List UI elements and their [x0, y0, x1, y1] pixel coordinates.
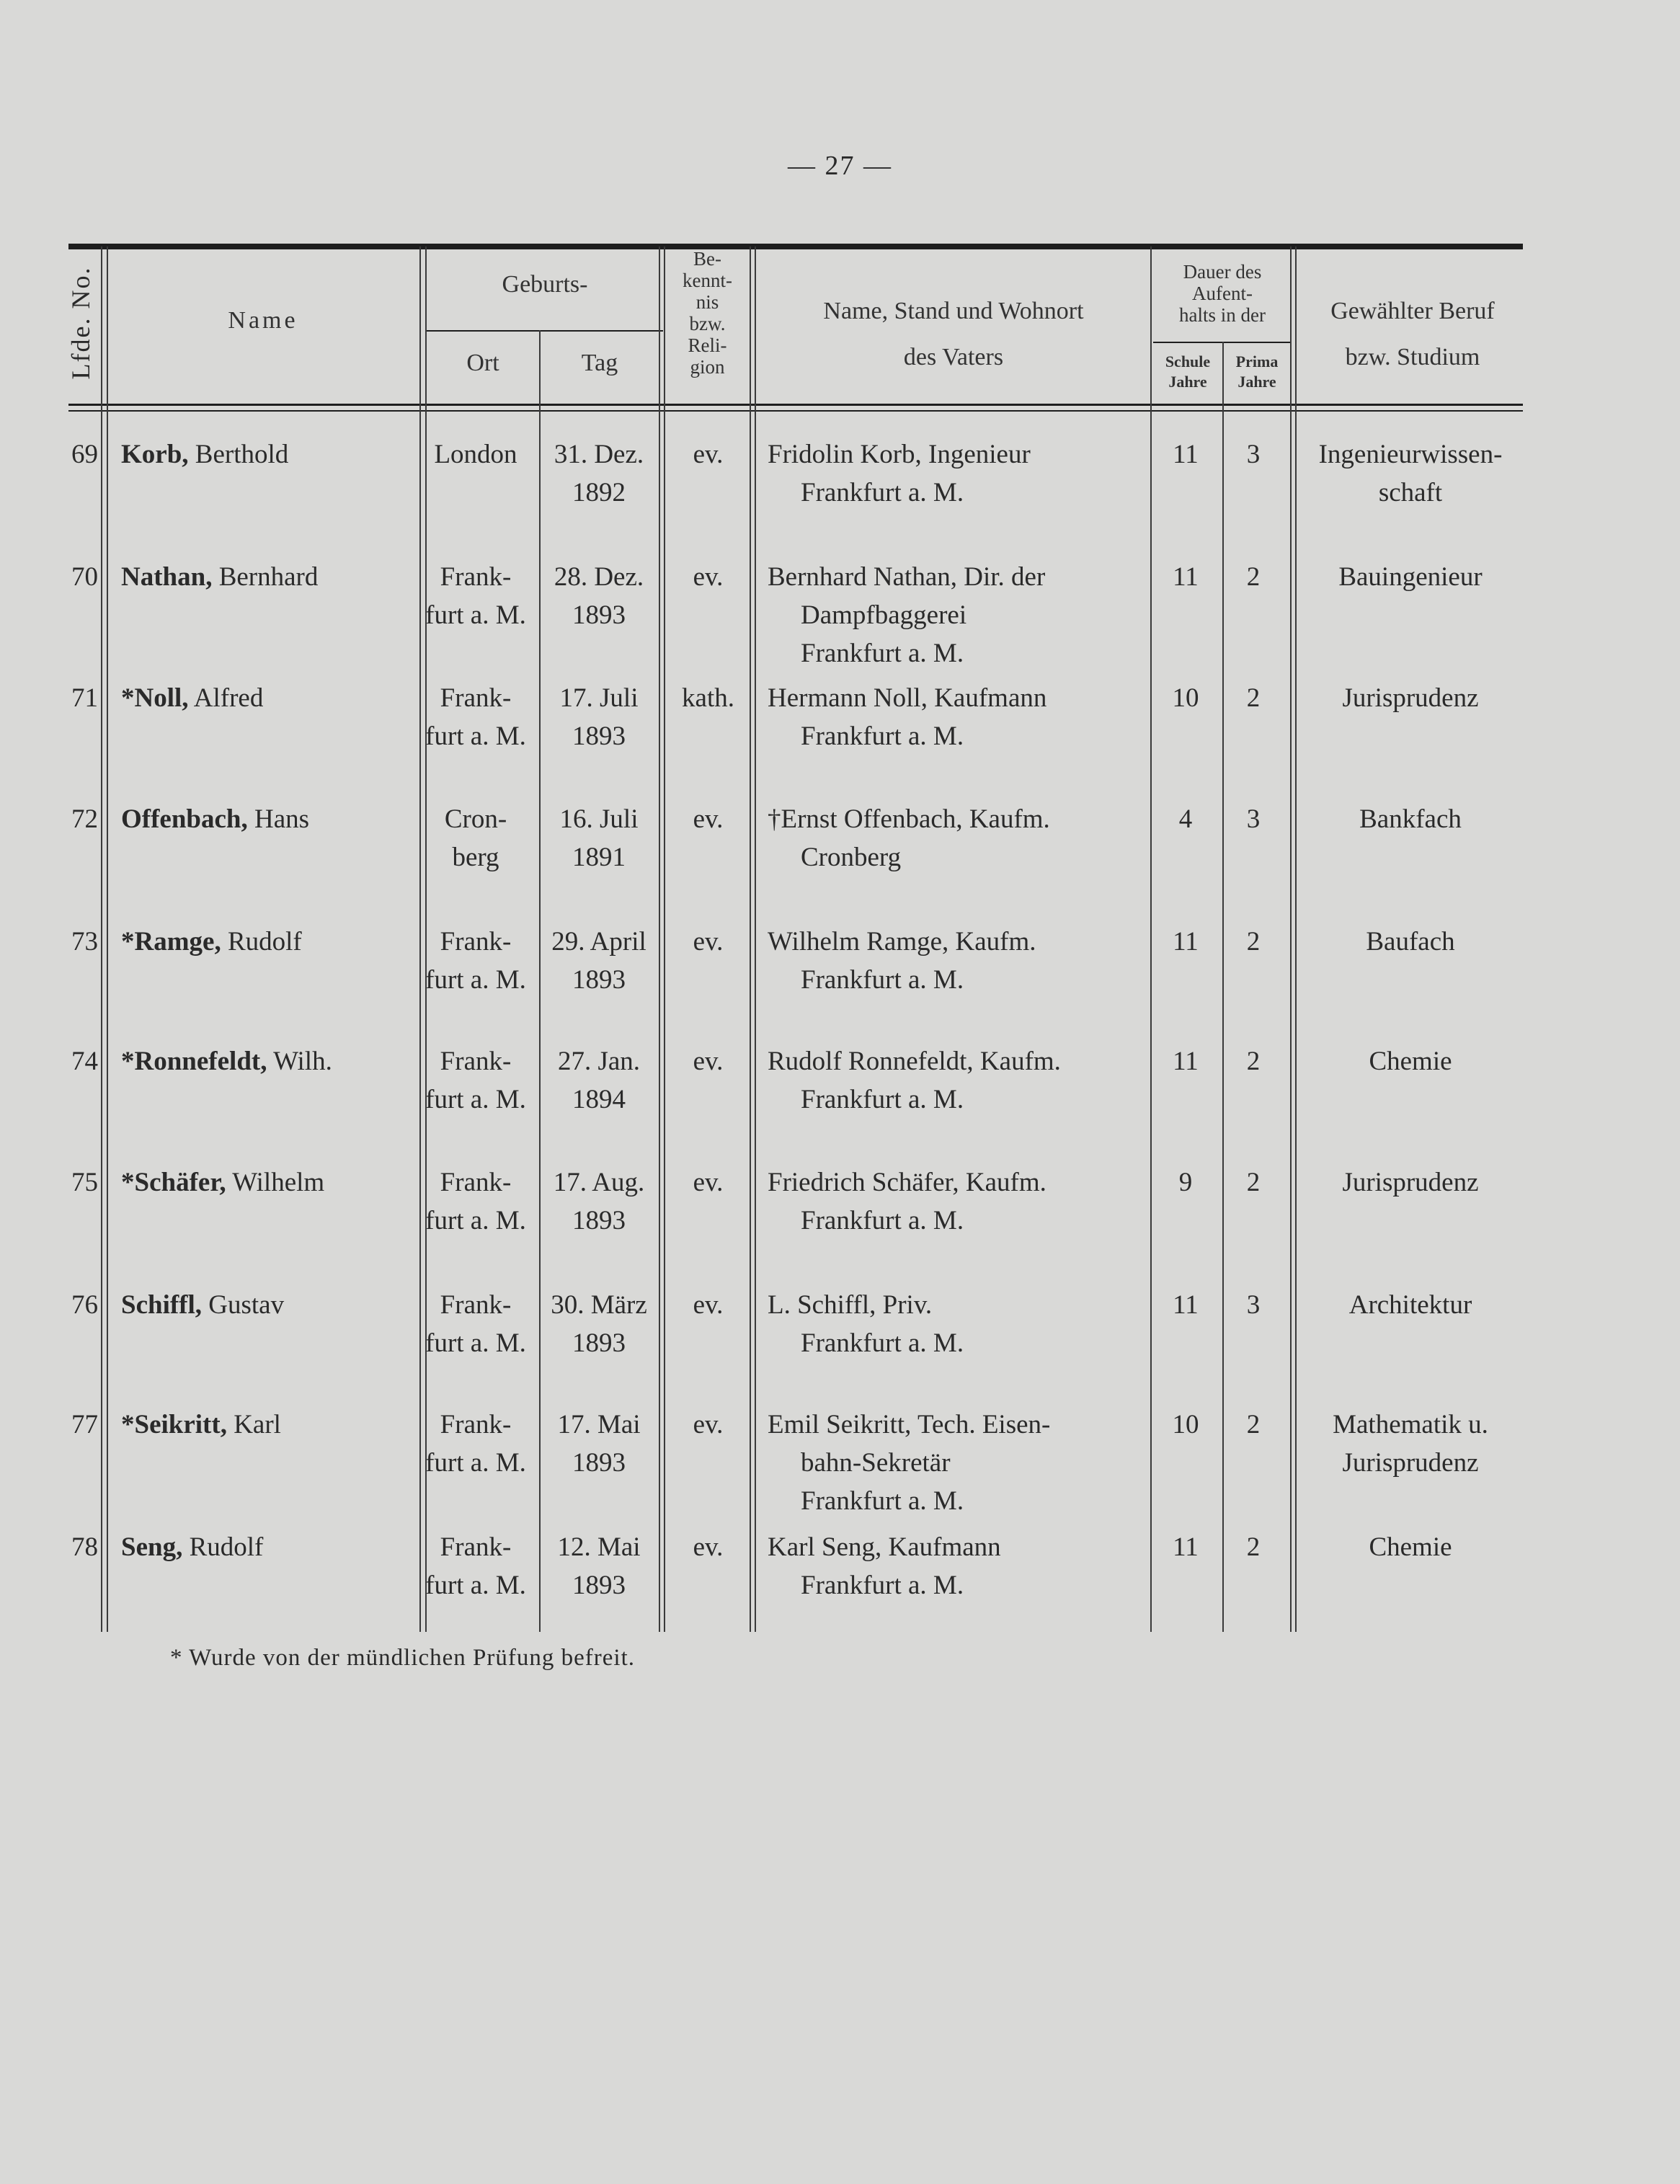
row-number: 72: [71, 804, 98, 834]
chosen-profession: Jurisprudenz: [1342, 683, 1479, 713]
row-number: 74: [71, 1047, 98, 1076]
row-number: 70: [71, 562, 98, 592]
years-prima: 2: [1246, 1047, 1261, 1076]
table-row: [0, 435, 1680, 558]
father-info: †Ernst Offenbach, Kaufm. Cronberg: [768, 804, 1050, 872]
birth-date: 29. April 1893: [551, 927, 646, 995]
father-info: Emil Seikritt, Tech. Eisen- bahn-Sekretär Frankfurt a. M.: [768, 1410, 1051, 1516]
student-surname: *Noll,: [121, 683, 189, 713]
birth-place: Frank- furt a. M.: [425, 1532, 526, 1600]
student-name: [121, 679, 263, 717]
student-name: [121, 435, 288, 474]
chosen-profession: Baufach: [1366, 927, 1455, 956]
years-prima: 3: [1246, 440, 1261, 469]
table-row: [0, 923, 1680, 1045]
student-name: [121, 558, 318, 596]
birth-date: 16. Juli 1891: [559, 804, 639, 872]
student-given-name: Berthold: [195, 440, 289, 469]
footnote: * Wurde von der mündlichen Prüfung befreit.: [170, 1645, 635, 1671]
birth-date: 17. Aug. 1893: [553, 1168, 645, 1235]
student-surname: Korb,: [121, 440, 189, 469]
student-given-name: Bernhard: [218, 562, 319, 592]
row-number: 73: [71, 927, 98, 956]
chosen-profession: Chemie: [1369, 1532, 1452, 1562]
table-top-rule: [68, 244, 1523, 249]
religion: ev.: [693, 804, 724, 834]
student-surname: *Seikritt,: [121, 1410, 227, 1439]
religion: ev.: [693, 1047, 724, 1076]
religion: ev.: [693, 562, 724, 592]
years-school: 11: [1173, 1290, 1199, 1320]
student-surname: *Ramge,: [121, 927, 221, 956]
table-row: [0, 800, 1680, 923]
religion: ev.: [693, 927, 724, 956]
religion: ev.: [693, 1168, 724, 1197]
header-name: Name: [228, 307, 298, 334]
chosen-profession: Jurisprudenz: [1342, 1168, 1479, 1197]
student-name: [121, 800, 309, 838]
father-info: Friedrich Schäfer, Kaufm. Frankfurt a. M.: [768, 1168, 1046, 1235]
header-bekenntnis: Be- kennt- nis bzw. Reli- gion: [683, 248, 732, 378]
years-prima: 2: [1246, 562, 1261, 592]
row-number: 75: [71, 1168, 98, 1197]
chosen-profession: Mathematik u. Jurisprudenz: [1333, 1410, 1488, 1478]
years-school: 11: [1173, 927, 1199, 956]
student-name: [121, 1163, 324, 1202]
chosen-profession: Bauingenieur: [1338, 562, 1483, 592]
religion: ev.: [693, 440, 724, 469]
student-given-name: Wilh.: [273, 1047, 332, 1076]
student-name: [121, 923, 302, 961]
years-school: 4: [1178, 804, 1193, 834]
student-given-name: Karl: [234, 1410, 281, 1439]
years-school: 11: [1173, 440, 1199, 469]
student-surname: Nathan,: [121, 562, 213, 592]
student-given-name: Gustav: [208, 1290, 285, 1320]
student-surname: *Ronnefeldt,: [121, 1047, 267, 1076]
student-name: [121, 1406, 281, 1444]
header-ort: Ort: [466, 350, 499, 376]
page-number: — 27 —: [788, 151, 892, 181]
header-lfde-no: Lfde. No.: [66, 266, 95, 380]
student-surname: *Schäfer,: [121, 1168, 226, 1197]
chosen-profession: Chemie: [1369, 1047, 1452, 1076]
student-surname: Schiffl,: [121, 1290, 203, 1320]
birth-date: 27. Jan. 1894: [557, 1047, 641, 1114]
birth-place: London: [434, 440, 517, 469]
row-number: 78: [71, 1532, 98, 1562]
birth-date: 28. Dez. 1893: [554, 562, 644, 630]
years-prima: 2: [1246, 1532, 1261, 1562]
years-school: 10: [1172, 683, 1199, 713]
birth-place: Frank- furt a. M.: [425, 1290, 526, 1358]
table-row: [0, 1163, 1680, 1286]
birth-date: 31. Dez. 1892: [554, 440, 644, 507]
father-info: Fridolin Korb, Ingenieur Frankfurt a. M.: [768, 440, 1031, 507]
years-prima: 3: [1246, 1290, 1261, 1320]
header-dauer: Dauer des Aufent- halts in der: [1179, 261, 1266, 326]
religion: ev.: [693, 1290, 724, 1320]
table-row: [0, 1286, 1680, 1408]
birth-date: 17. Juli 1893: [559, 683, 639, 751]
years-school: 10: [1172, 1410, 1199, 1439]
father-info: Hermann Noll, Kaufmann Frankfurt a. M.: [768, 683, 1047, 751]
religion: ev.: [693, 1410, 724, 1439]
birth-place: Frank- furt a. M.: [425, 683, 526, 751]
student-given-name: Wilhelm: [232, 1168, 325, 1197]
years-school: 11: [1173, 1047, 1199, 1076]
years-prima: 3: [1246, 804, 1261, 834]
father-info: L. Schiffl, Priv. Frankfurt a. M.: [768, 1290, 964, 1358]
birth-place: Frank- furt a. M.: [425, 562, 526, 630]
years-school: 9: [1178, 1168, 1193, 1197]
header-schule: Schule Jahre: [1165, 352, 1211, 391]
header-geburts: Geburts-: [502, 271, 588, 298]
chosen-profession: Bankfach: [1359, 804, 1462, 834]
header-tag: Tag: [581, 350, 618, 376]
table-row: [0, 1528, 1680, 1651]
birth-place: Frank- furt a. M.: [425, 927, 526, 995]
header-bottom-rule-2: [68, 410, 1523, 412]
header-prima: Prima Jahre: [1235, 352, 1279, 391]
chosen-profession: Ingenieurwissen- schaft: [1318, 440, 1503, 507]
student-given-name: Alfred: [193, 683, 264, 713]
table-row: [0, 679, 1680, 802]
birth-place: Frank- furt a. M.: [425, 1168, 526, 1235]
student-given-name: Rudolf: [189, 1532, 264, 1562]
father-info: Bernhard Nathan, Dir. der Dampfbaggerei Frankfurt a. M.: [768, 562, 1046, 668]
father-info: Rudolf Ronnefeldt, Kaufm. Frankfurt a. M.: [768, 1047, 1061, 1114]
table-row: [0, 1406, 1680, 1528]
chosen-profession: Architektur: [1348, 1290, 1472, 1320]
header-vater: Name, Stand und Wohnort des Vaters: [823, 298, 1084, 370]
father-info: Wilhelm Ramge, Kaufm. Frankfurt a. M.: [768, 927, 1036, 995]
student-name: [121, 1286, 284, 1324]
years-prima: 2: [1246, 683, 1261, 713]
row-number: 69: [71, 440, 98, 469]
birth-place: Cron- berg: [444, 804, 507, 872]
years-prima: 2: [1246, 1410, 1261, 1439]
birth-date: 12. Mai 1893: [557, 1532, 641, 1600]
years-prima: 2: [1246, 1168, 1261, 1197]
student-name: [121, 1528, 263, 1566]
row-number: 77: [71, 1410, 98, 1439]
student-surname: Seng,: [121, 1532, 183, 1562]
header-bottom-rule: [68, 404, 1523, 406]
row-number: 76: [71, 1290, 98, 1320]
student-surname: Offenbach,: [121, 804, 248, 834]
birth-place: Frank- furt a. M.: [425, 1410, 526, 1478]
student-given-name: Hans: [254, 804, 310, 834]
header-beruf: Gewählter Beruf bzw. Studium: [1330, 298, 1495, 370]
religion: kath.: [682, 683, 734, 713]
years-school: 11: [1173, 562, 1199, 592]
geburts-divider: [425, 330, 663, 332]
student-name: [121, 1042, 332, 1080]
birth-date: 30. März 1893: [551, 1290, 647, 1358]
birth-place: Frank- furt a. M.: [425, 1047, 526, 1114]
table-row: [0, 1042, 1680, 1165]
father-info: Karl Seng, Kaufmann Frankfurt a. M.: [768, 1532, 1001, 1600]
years-school: 11: [1173, 1532, 1199, 1562]
years-prima: 2: [1246, 927, 1261, 956]
student-given-name: Rudolf: [227, 927, 302, 956]
religion: ev.: [693, 1532, 724, 1562]
table-row: [0, 558, 1680, 680]
row-number: 71: [71, 683, 98, 713]
birth-date: 17. Mai 1893: [557, 1410, 641, 1478]
